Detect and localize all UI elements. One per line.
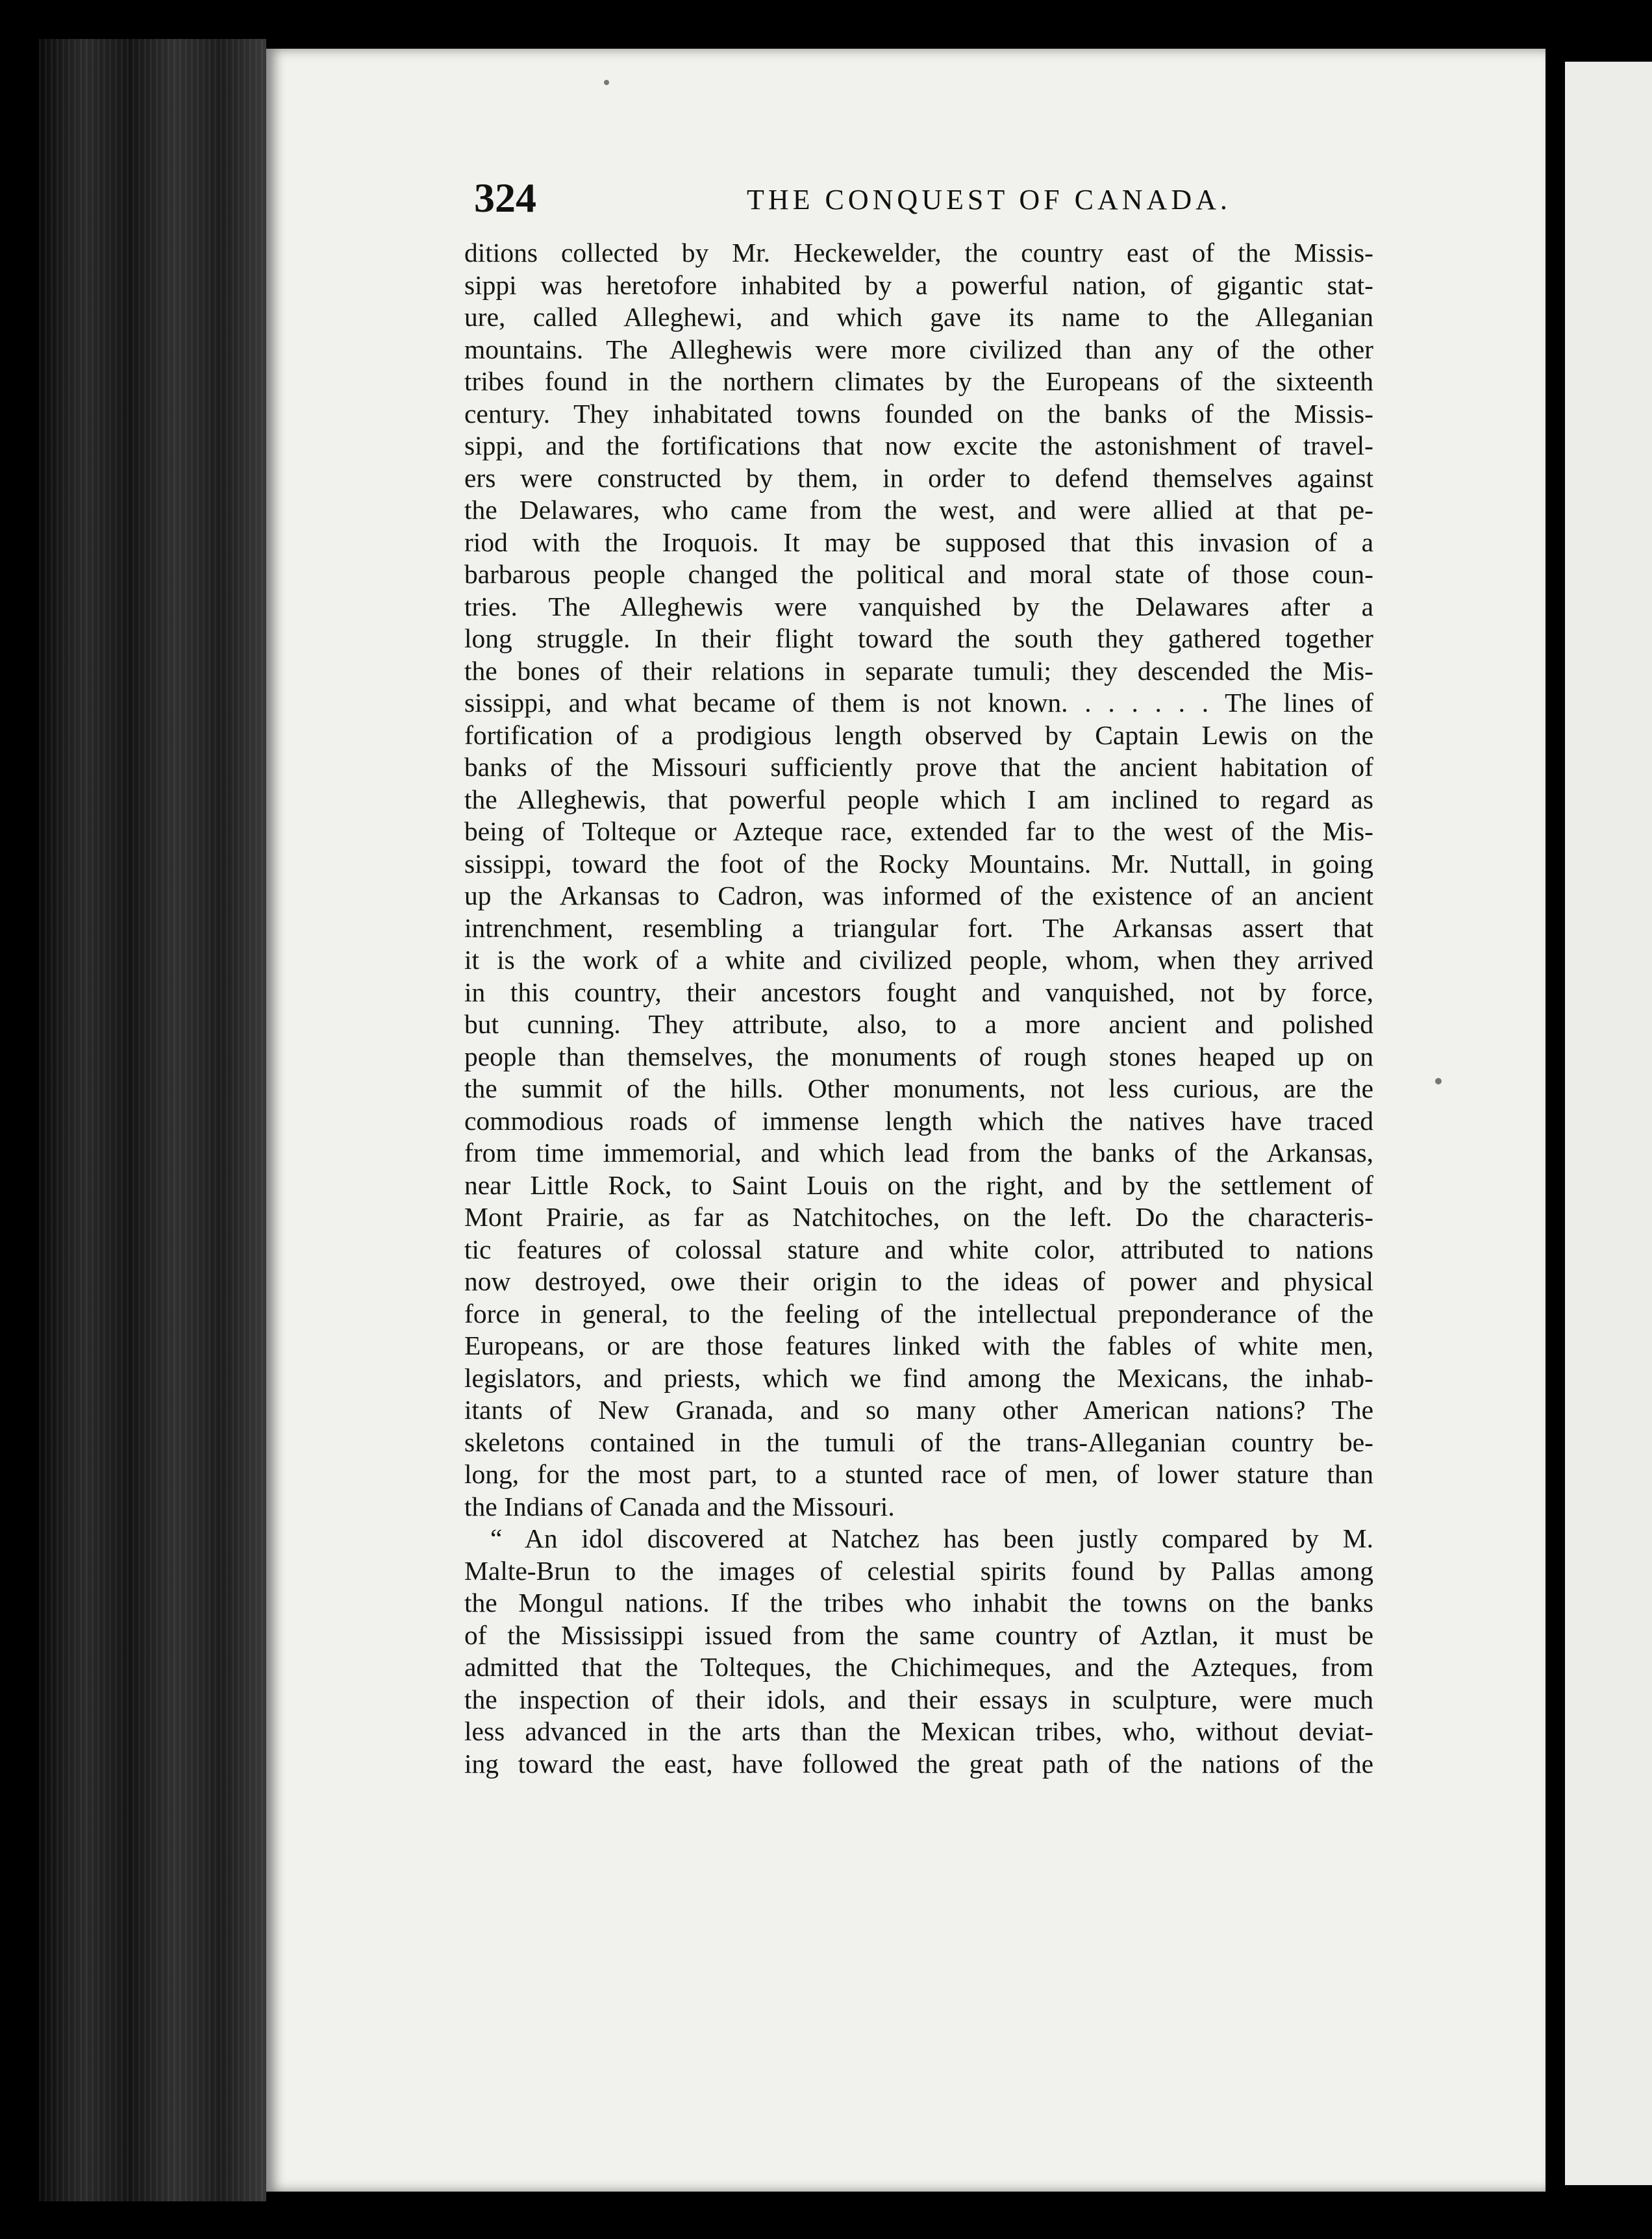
text-line: mountains. The Alleghewis were more civilized than any of the other	[464, 334, 1373, 364]
text-line: the Alleghewis, that powerful people which I am inclined to regard as	[464, 784, 1373, 814]
text-line: ing toward the east, have followed the great path of the nations of the	[464, 1748, 1373, 1779]
text-line: force in general, to the feeling of the intellectual preponderance of the	[464, 1298, 1373, 1329]
text-line: up the Arkansas to Cadron, was informed of the existence of an ancient	[464, 881, 1373, 910]
text-line: legislators, and priests, which we find among the Mexicans, the inhab-	[464, 1362, 1373, 1393]
page-header	[474, 172, 1409, 224]
text-line: tic features of colossal stature and white color, attributed to nations	[464, 1234, 1373, 1264]
text-line: but cunning. They attribute, also, to a more ancient and polished	[464, 1009, 1373, 1039]
text-line: riod with the Iroquois. It may be supposed that this invasion of a	[464, 527, 1373, 557]
text-line: tries. The Alleghewis were vanquished by the Delawares after a	[464, 591, 1373, 621]
text-line: ers were constructed by them, in order to defend themselves against	[464, 462, 1373, 493]
dust-speck	[604, 80, 609, 85]
text-line: fortification of a prodigious length observed by Captain Lewis on the	[464, 719, 1373, 750]
text-line: people than themselves, the monuments of rough stones heaped up on	[464, 1041, 1373, 1071]
text-line: intrenchment, resembling a triangular fort. The Arkansas assert that	[464, 912, 1373, 943]
text-line: itants of New Granada, and so many other American nations? The	[464, 1395, 1373, 1425]
text-line: sippi was heretofore inhabited by a powerful nation, of gigantic stat-	[464, 269, 1373, 300]
text-line: it is the work of a white and civilized people, whom, when they arrived	[464, 945, 1373, 975]
text-line: less advanced in the arts than the Mexican tribes, who, without deviat-	[464, 1716, 1373, 1746]
text-line: ure, called Alleghewi, and which gave its name to the Alleganian	[464, 302, 1373, 332]
book-spine-edge	[39, 39, 266, 2201]
text-line: the Indians of Canada and the Missouri.	[464, 1491, 895, 1521]
text-line: sippi, and the fortifications that now excite the astonishment of travel-	[464, 431, 1373, 460]
text-line: long, for the most part, to a stunted race of men, of lower stature than	[464, 1459, 1373, 1489]
text-line: in this country, their ancestors fought and vanquished, not by force,	[464, 977, 1373, 1007]
text-line: of the Mississippi issued from the same country of Aztlan, it must be	[464, 1620, 1373, 1650]
text-line: the Mongul nations. If the tribes who inhabit the towns on the banks	[464, 1588, 1373, 1618]
body-text	[464, 237, 1373, 1780]
text-line: sissippi, and what became of them is not known. . . . . . . The lines of	[464, 688, 1373, 718]
text-line: the inspection of their idols, and their essays in sculpture, were much	[464, 1684, 1373, 1714]
text-line: Europeans, or are those features linked with the fables of white men,	[464, 1331, 1373, 1360]
text-line: the bones of their relations in separate tumuli; they descended the Mis-	[464, 655, 1373, 686]
page-number: 324	[474, 175, 536, 221]
text-line: century. They inhabitated towns founded on the banks of the Missis-	[464, 398, 1373, 429]
text-line: being of Tolteque or Azteque race, extended far to the west of the Mis-	[464, 816, 1373, 846]
text-line: sissippi, toward the foot of the Rocky Mountains. Mr. Nuttall, in going	[464, 848, 1373, 879]
text-line: commodious roads of immense length which the natives have traced	[464, 1105, 1373, 1136]
text-line: tribes found in the northern climates by the Europeans of the sixteenth	[464, 366, 1373, 396]
text-line: “ An idol discovered at Natchez has been justly compared by M.	[490, 1523, 1373, 1553]
adjacent-page-edge	[1565, 62, 1652, 2185]
book-page	[266, 49, 1546, 2192]
text-line: from time immemorial, and which lead from the banks of the Arkansas,	[464, 1138, 1373, 1168]
text-line: the summit of the hills. Other monuments, not less curious, are the	[464, 1073, 1373, 1103]
text-line: the Delawares, who came from the west, and were allied at that pe-	[464, 495, 1373, 525]
text-line: near Little Rock, to Saint Louis on the right, and by the settlement of	[464, 1170, 1373, 1200]
text-line: Malte-Brun to the images of celestial spirits found by Pallas among	[464, 1555, 1373, 1586]
text-line: Mont Prairie, as far as Natchitoches, on the left. Do the characteris-	[464, 1202, 1373, 1232]
text-line: banks of the Missouri sufficiently prove that the ancient habitation of	[464, 752, 1373, 782]
text-line: admitted that the Tolteques, the Chichimeques, and the Azteques, from	[464, 1652, 1373, 1682]
text-line: now destroyed, owe their origin to the ideas of power and physical	[464, 1266, 1373, 1296]
running-title: THE CONQUEST OF CANADA.	[747, 184, 1231, 216]
text-line: barbarous people changed the political and moral state of those coun-	[464, 559, 1373, 589]
dust-speck	[1435, 1078, 1442, 1084]
text-line: skeletons contained in the tumuli of the trans-Alleganian country be-	[464, 1427, 1373, 1457]
text-line: long struggle. In their flight toward the south they gathered together	[464, 623, 1373, 653]
text-line: ditions collected by Mr. Heckewelder, the country east of the Missis-	[464, 238, 1373, 268]
